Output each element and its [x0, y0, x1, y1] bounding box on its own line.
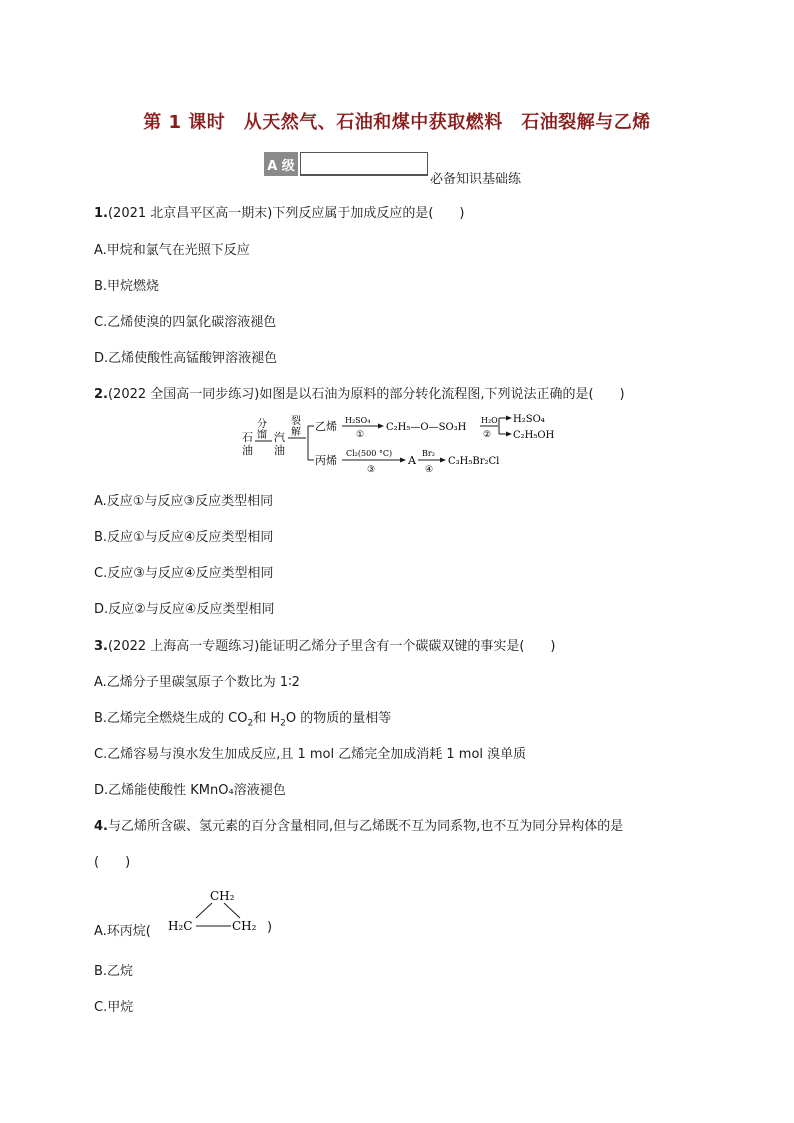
cracking-char-1: 裂 — [291, 416, 301, 427]
level-text: 必备知识基础练 — [430, 172, 522, 187]
cyclopropane-right: CH₂ — [232, 919, 257, 933]
q4-option-b: B.乙烷 — [94, 964, 134, 979]
q1-option-d: D.乙烯使酸性高锰酸钾溶液褪色 — [94, 351, 278, 366]
level-box — [300, 152, 428, 176]
q1-option-a: A.甲烷和氯气在光照下反应 — [94, 243, 250, 258]
product-2a: H₂SO₄ — [513, 414, 545, 425]
level-badge: A 级 — [264, 152, 298, 176]
q3-option-a: A.乙烯分子里碳氢原子个数比为 1∶2 — [94, 675, 300, 690]
step-4: ④ — [425, 465, 434, 474]
q1-option-c: C.乙烯使溴的四氯化碳溶液褪色 — [94, 315, 277, 330]
reagent-2: H₂O — [481, 416, 498, 425]
oil-char-2: 油 — [242, 444, 253, 457]
q2-option-a: A.反应①与反应③反应类型相同 — [94, 494, 274, 509]
question-2-stem — [94, 383, 625, 402]
question-number: 1. — [94, 206, 108, 221]
q3-option-b: B.乙烯完全燃烧生成的 $CO_2$和 $H_2O$ 的物质的量相等 — [94, 711, 392, 729]
question-number: 2. — [94, 387, 108, 402]
q2-option-c: C.反应③与反应④反应类型相同 — [94, 566, 274, 581]
question-text: (2022 全国高一同步练习)如图是以石油为原料的部分转化流程图,下列说法正确的是( ) — [107, 387, 625, 402]
question-text: 与乙烯所含碳、氢元素的百分含量相同,但与乙烯既不互为同系物,也不互为同分异构体的是 — [107, 819, 624, 834]
reagent-3: Cl₂(500 °C) — [346, 449, 393, 458]
propylene-label: 丙烯 — [315, 454, 337, 467]
cracking-char-2: 解 — [291, 427, 301, 438]
gasoline-char-2: 油 — [274, 444, 285, 457]
question-number: 4. — [94, 819, 108, 834]
conversion-flowchart — [236, 414, 576, 474]
q2-option-b: B.反应①与反应④反应类型相同 — [94, 530, 274, 545]
question-number: 3. — [94, 639, 108, 654]
intermediate-label: C₂H₅—O—SO₃H — [386, 422, 467, 433]
gasoline-char-1: 汽 — [274, 431, 285, 444]
product-2b: C₂H₅OH — [513, 430, 555, 441]
compound-a: A — [408, 454, 416, 467]
cyclopropane-structure — [160, 882, 280, 942]
q2-option-d: D.反应②与反应④反应类型相同 — [94, 602, 275, 617]
fractionation-char-1: 分 — [257, 419, 267, 430]
bond-right — [224, 903, 240, 918]
step-2: ② — [483, 430, 492, 440]
q4-option-a: A.环丙烷( — [94, 924, 151, 939]
q3-option-c: C.乙烯容易与溴水发生加成反应,且 1 mol 乙烯完全加成消耗 1 mol 溴单质 — [94, 747, 527, 762]
step-3: ③ — [367, 465, 376, 474]
flowchart-svg — [236, 414, 576, 474]
q1-option-b: B.甲烷燃烧 — [94, 279, 160, 294]
q3-option-d: D.乙烯能使酸性 KMnO₄溶液褪色 — [94, 783, 286, 798]
product-4: C₃H₅Br₂Cl — [448, 456, 500, 467]
oil-char-1: 石 — [242, 431, 253, 444]
cyclopropane-left: H₂C — [168, 919, 193, 933]
reagent-4: Br₂ — [422, 449, 435, 458]
q4-option-a-close: ) — [267, 920, 273, 935]
question-1-stem — [94, 202, 465, 221]
question-4-bracket: ( ) — [94, 855, 131, 870]
question-text: (2022 上海高一专题练习)能证明乙烯分子里含有一个碳碳双键的事实是( ) — [107, 639, 556, 654]
question-4-stem — [94, 815, 623, 834]
cyclopropane-top: CH₂ — [210, 889, 235, 903]
page-title: 第 1 课时 从天然气、石油和煤中获取燃料 石油裂解与乙烯 — [143, 112, 651, 133]
reagent-1: H₂SO₄ — [345, 416, 371, 425]
bond-left — [196, 903, 212, 918]
step-1: ① — [356, 430, 365, 440]
ethylene-label: 乙烯 — [315, 420, 337, 433]
q4-option-c: C.甲烷 — [94, 1000, 134, 1015]
question-3-stem — [94, 635, 556, 654]
fractionation-char-2: 馏 — [257, 430, 267, 441]
cyclopropane-svg — [160, 882, 280, 942]
question-text: (2021 北京昌平区高一期末)下列反应属于加成反应的是( ) — [107, 206, 465, 221]
